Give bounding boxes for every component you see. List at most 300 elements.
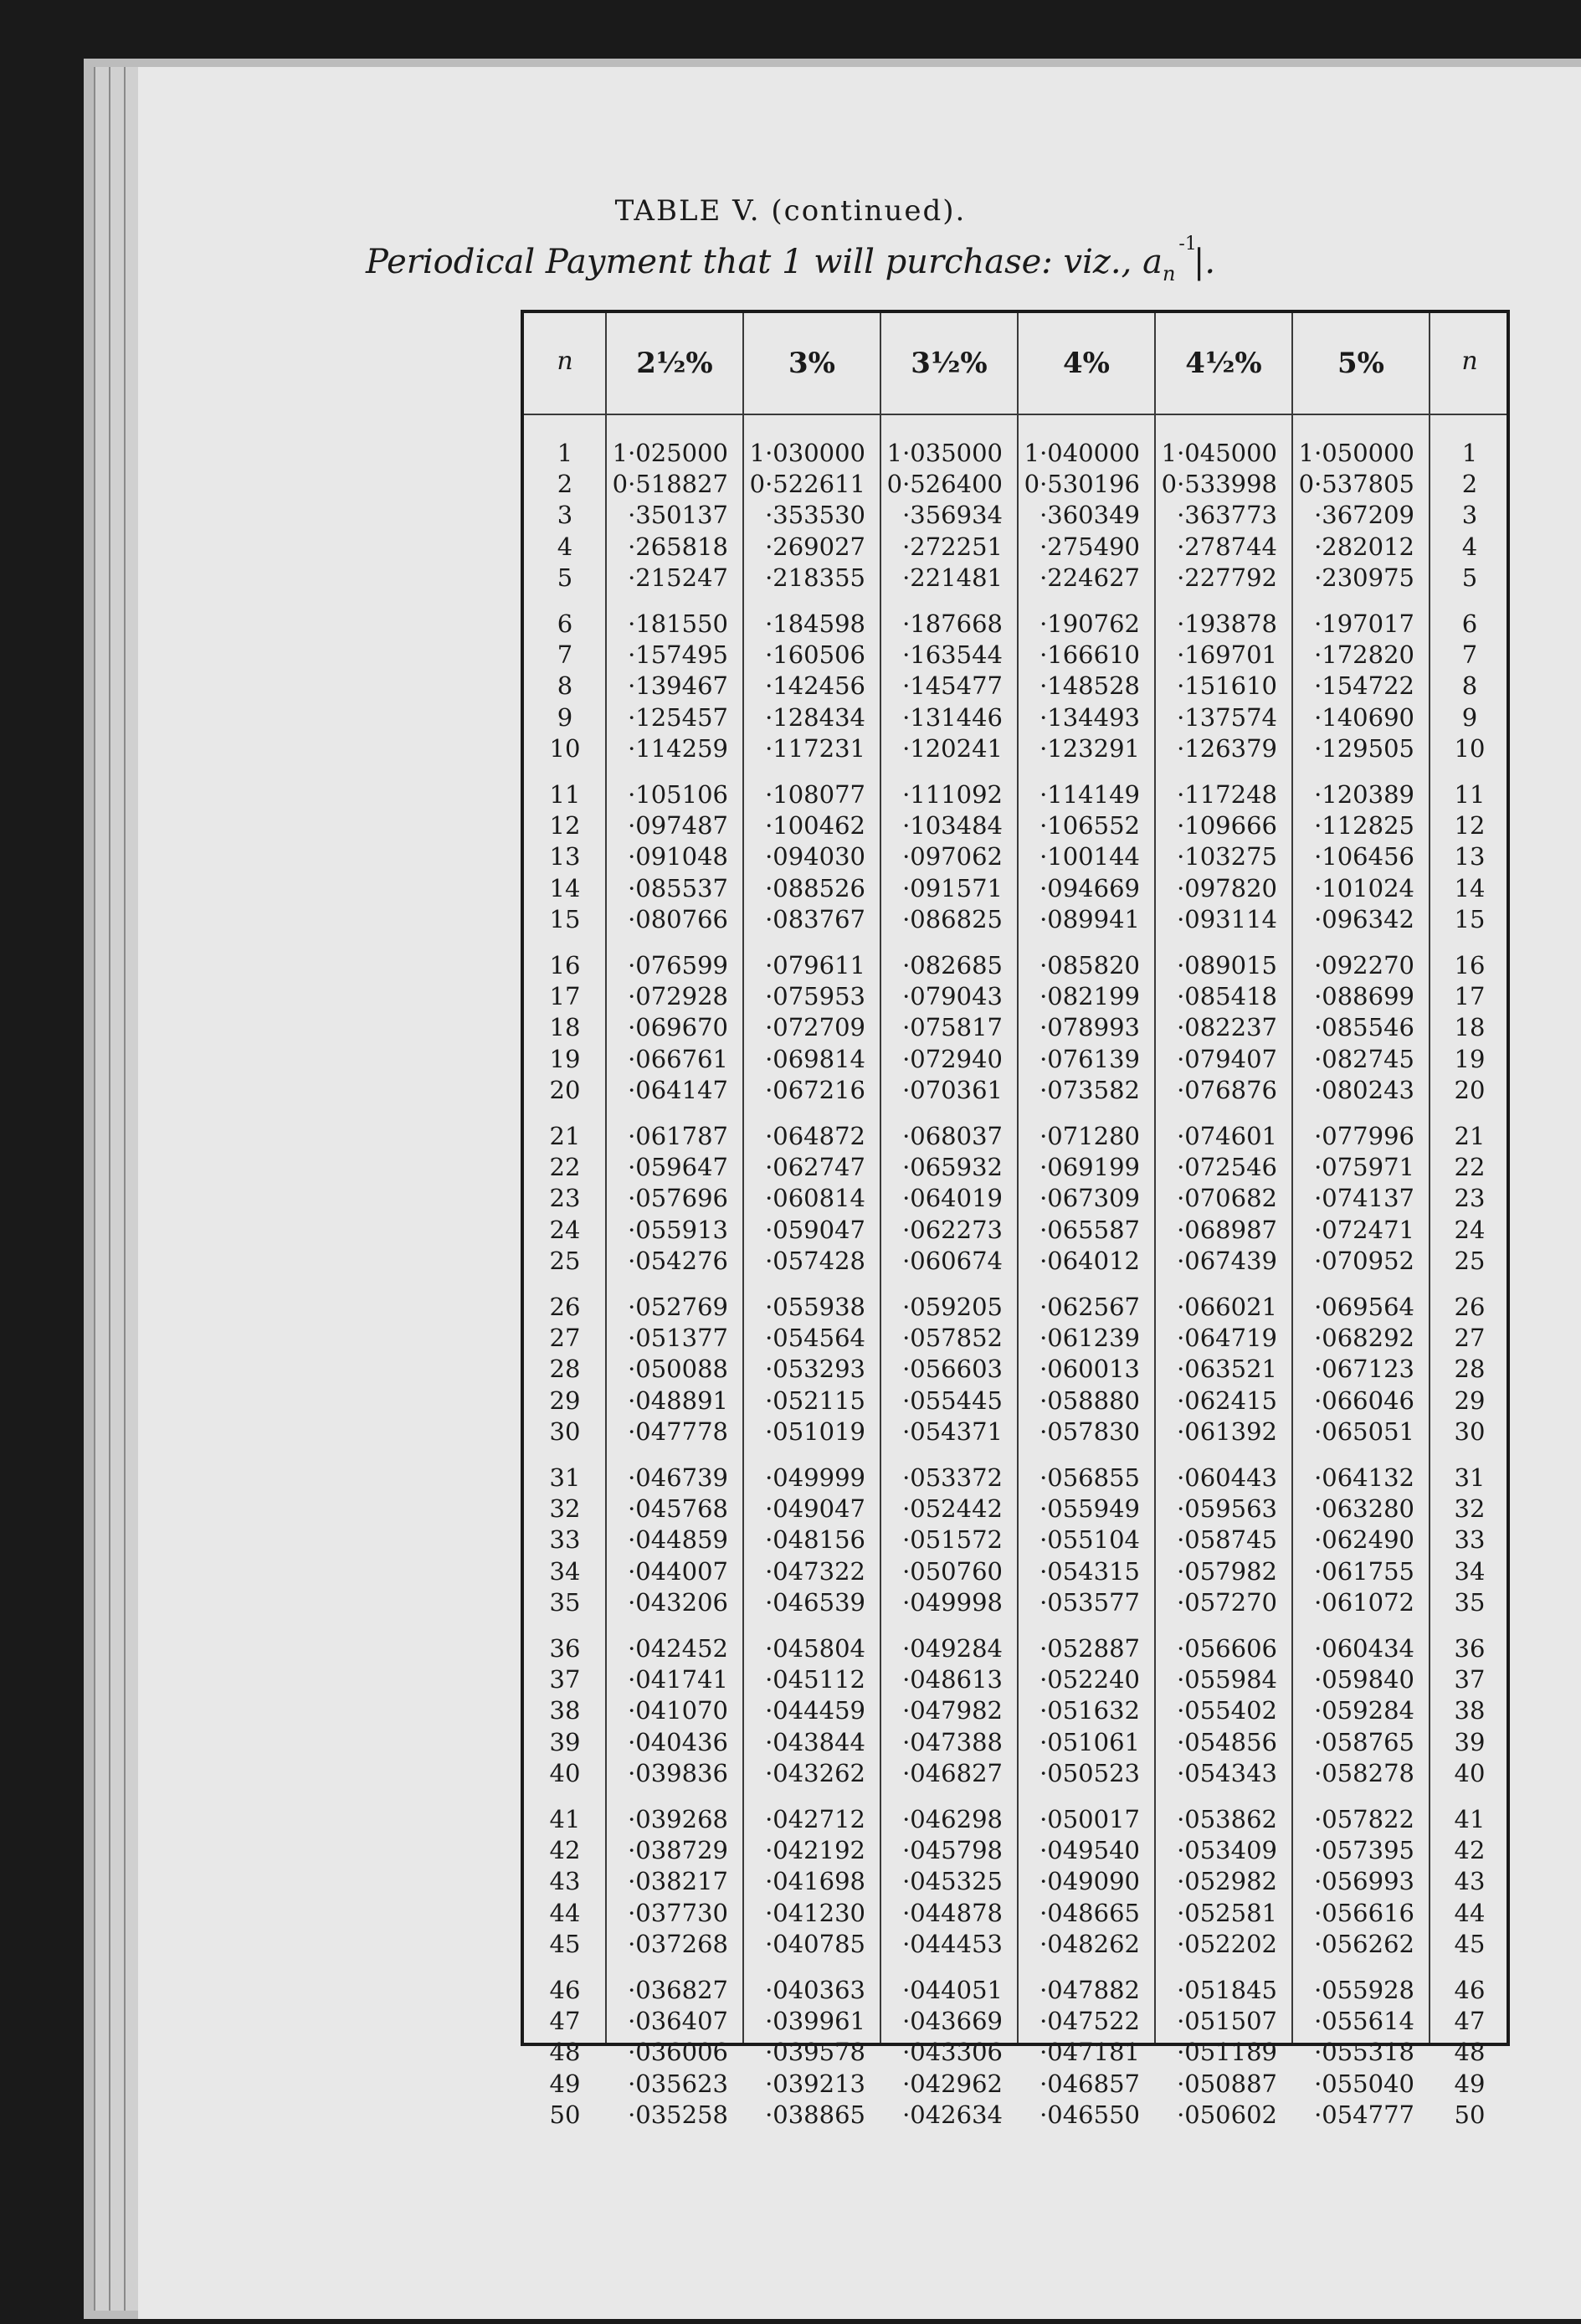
table-cell: ·072471 (1314, 1215, 1414, 1244)
table-cell: ·042712 (765, 1805, 865, 1833)
row-number: 14 (549, 873, 581, 902)
row-number: 47 (549, 2007, 581, 2036)
row-number: 16 (1454, 951, 1486, 979)
row-number: 15 (1454, 904, 1486, 933)
table-cell: ·055614 (1314, 2007, 1414, 2036)
table-cell: 0·522611 (749, 470, 865, 499)
table-cell: ·356934 (902, 501, 1003, 530)
table-cell: ·042452 (628, 1634, 728, 1663)
row-number: 5 (1461, 563, 1478, 592)
table-row (524, 1293, 1507, 1323)
row-number: 28 (1454, 1355, 1486, 1384)
table-row (524, 734, 1507, 764)
table-cell: ·046857 (1039, 2069, 1140, 2098)
table-cell: ·187668 (902, 609, 1003, 638)
row-number: 35 (549, 1587, 581, 1617)
table-cell: ·056855 (1039, 1463, 1140, 1492)
table-cell: ·063280 (1314, 1494, 1414, 1524)
table-cell: ·265818 (628, 532, 728, 561)
table-cell: ·064872 (765, 1122, 865, 1150)
row-number: 50 (1454, 2100, 1486, 2129)
table-cell: ·062567 (1039, 1293, 1140, 1321)
table-cell: ·269027 (765, 532, 865, 561)
table-cell: ·065051 (1314, 1417, 1414, 1446)
table-row (524, 2007, 1507, 2037)
row-number: 38 (549, 1696, 581, 1725)
table-cell: ·067309 (1039, 1184, 1140, 1213)
table-cell: ·082745 (1314, 1044, 1414, 1073)
table-cell: ·218355 (765, 563, 865, 592)
row-number: 13 (549, 842, 581, 872)
table-row (524, 1759, 1507, 1789)
table-cell: ·089941 (1039, 904, 1140, 933)
table-cell: ·053409 (1177, 1836, 1277, 1865)
table-cell: ·057270 (1177, 1587, 1277, 1617)
table-cell: ·054777 (1314, 2100, 1414, 2129)
table-cell: ·072940 (902, 1044, 1003, 1073)
row-number: 35 (1454, 1587, 1486, 1617)
row-number: 44 (1454, 1898, 1486, 1927)
table-cell: 0·533998 (1161, 470, 1277, 499)
row-number: 29 (549, 1386, 581, 1415)
row-number: 27 (1454, 1324, 1486, 1353)
table-cell: ·068292 (1314, 1324, 1414, 1353)
table-cell: ·038217 (628, 1867, 728, 1896)
table-row (524, 1153, 1507, 1183)
table-cell: ·094669 (1039, 873, 1140, 902)
table-cell: ·085546 (1314, 1013, 1414, 1042)
table-cell: ·055928 (1314, 1976, 1414, 2004)
table-cell: ·145477 (902, 671, 1003, 701)
table-cell: ·053293 (765, 1355, 865, 1384)
column-header: 4% (1063, 347, 1110, 380)
table-cell: 1·030000 (749, 439, 865, 467)
table-cell: ·062747 (765, 1153, 865, 1182)
table-cell: ·367209 (1314, 501, 1414, 530)
table-row (524, 439, 1507, 469)
table-cell: ·082199 (1039, 982, 1140, 1011)
table-cell: ·105106 (628, 780, 728, 809)
table-cell: ·050088 (628, 1355, 728, 1384)
row-number: 34 (549, 1556, 581, 1586)
table-cell: ·221481 (902, 563, 1003, 592)
table-cell: ·069199 (1039, 1153, 1140, 1182)
row-number: 7 (557, 640, 573, 670)
table-cell: ·059647 (628, 1153, 728, 1182)
row-number: 25 (549, 1246, 581, 1275)
table-cell: ·057822 (1314, 1805, 1414, 1833)
table-cell: ·045768 (628, 1494, 728, 1524)
table-cell: ·061755 (1314, 1556, 1414, 1586)
row-number: 3 (557, 501, 573, 530)
table-cell: ·076139 (1039, 1044, 1140, 1073)
table-row (524, 1386, 1507, 1417)
table-cell: ·050523 (1039, 1758, 1140, 1787)
row-number: 6 (557, 609, 573, 638)
table-cell: ·085820 (1039, 951, 1140, 979)
table-cell: ·282012 (1314, 532, 1414, 561)
table-row (524, 811, 1507, 841)
row-number: 12 (1454, 811, 1486, 841)
table-cell: ·040785 (765, 1929, 865, 1958)
table-cell: ·085537 (628, 873, 728, 902)
table-cell: ·047181 (1039, 2038, 1140, 2067)
row-number: 36 (1454, 1634, 1486, 1663)
table-row (524, 1247, 1507, 1277)
row-number: 33 (1454, 1525, 1486, 1555)
table-cell: ·055984 (1177, 1665, 1277, 1694)
table-cell: ·074137 (1314, 1184, 1414, 1213)
row-number: 43 (549, 1867, 581, 1896)
table-cell: ·056262 (1314, 1929, 1414, 1958)
row-number: 31 (1454, 1463, 1486, 1492)
table-cell: ·057982 (1177, 1556, 1277, 1586)
table-cell: ·058880 (1039, 1386, 1140, 1415)
table-cell: ·278744 (1177, 532, 1277, 561)
table-row (524, 563, 1507, 594)
table-cell: ·060443 (1177, 1463, 1277, 1492)
table-cell: ·046539 (765, 1587, 865, 1617)
table-cell: ·072709 (765, 1013, 865, 1042)
table-cell: 0·530196 (1024, 470, 1140, 499)
row-number: 29 (1454, 1386, 1486, 1415)
table-cell: ·053372 (902, 1463, 1003, 1492)
table-cell: ·069814 (765, 1044, 865, 1073)
table-cell: ·055104 (1039, 1525, 1140, 1555)
table-cell: 0·518827 (612, 470, 728, 499)
table-cell: ·055445 (902, 1386, 1003, 1415)
table-cell: ·047778 (628, 1417, 728, 1446)
table-cell: ·057852 (902, 1324, 1003, 1353)
table-cell: ·043669 (902, 2007, 1003, 2036)
table-cell: ·190762 (1039, 609, 1140, 638)
table-cell: ·120389 (1314, 780, 1414, 809)
table-cell: ·049284 (902, 1634, 1003, 1663)
row-number: 46 (1454, 1976, 1486, 2004)
table-cell: ·042634 (902, 2100, 1003, 2129)
table-cell: ·051189 (1177, 2038, 1277, 2067)
row-number: 19 (549, 1044, 581, 1073)
table-cell: ·077996 (1314, 1122, 1414, 1150)
table-row (524, 1696, 1507, 1726)
table-row (524, 1013, 1507, 1043)
table-cell: ·070682 (1177, 1184, 1277, 1213)
table-cell: ·082237 (1177, 1013, 1277, 1042)
table-cell: ·044453 (902, 1929, 1003, 1958)
table-cell: ·117248 (1177, 780, 1277, 809)
table-cell: ·097062 (902, 842, 1003, 872)
table-cell: ·227792 (1177, 563, 1277, 592)
row-number: 33 (549, 1525, 581, 1555)
table-cell: ·050602 (1177, 2100, 1277, 2129)
table-cell: ·080766 (628, 904, 728, 933)
table-cell: ·094030 (765, 842, 865, 872)
table-row (524, 1836, 1507, 1866)
table-row (524, 640, 1507, 671)
row-number: 31 (549, 1463, 581, 1492)
row-number: 8 (557, 671, 573, 701)
table-cell: ·160506 (765, 640, 865, 670)
row-number: 30 (549, 1417, 581, 1446)
table-cell: ·070361 (902, 1075, 1003, 1104)
table-cell: ·125457 (628, 702, 728, 732)
table-cell: ·061239 (1039, 1324, 1140, 1353)
table-row (524, 2100, 1507, 2131)
table-cell: ·067439 (1177, 1246, 1277, 1275)
row-number: 32 (1454, 1494, 1486, 1524)
table-cell: ·151610 (1177, 671, 1277, 701)
table-cell: ·052202 (1177, 1929, 1277, 1958)
table-cell: ·096342 (1314, 904, 1414, 933)
table-cell: ·064132 (1314, 1463, 1414, 1492)
table-cell: ·049540 (1039, 1836, 1140, 1865)
table-row (524, 609, 1507, 640)
table-cell: ·059284 (1314, 1696, 1414, 1725)
table-cell: ·044007 (628, 1556, 728, 1586)
table-row (524, 1665, 1507, 1695)
table-cell: ·046550 (1039, 2100, 1140, 2129)
table-cell: ·035258 (628, 2100, 728, 2129)
table-cell: ·057395 (1314, 1836, 1414, 1865)
table-cell: 1·035000 (886, 439, 1003, 467)
table-cell: ·112825 (1314, 811, 1414, 841)
table-cell: ·045112 (765, 1665, 865, 1694)
table-cell: ·047388 (902, 1727, 1003, 1756)
table-cell: ·051632 (1039, 1696, 1140, 1725)
table-row (524, 1076, 1507, 1106)
row-number: 7 (1461, 640, 1478, 670)
row-number: 39 (549, 1727, 581, 1756)
table-cell: ·109666 (1177, 811, 1277, 841)
table-cell: ·100462 (765, 811, 865, 841)
table-cell: ·038865 (765, 2100, 865, 2129)
row-number: 47 (1454, 2007, 1486, 2036)
table-cell: ·052442 (902, 1494, 1003, 1524)
table-cell: ·197017 (1314, 609, 1414, 638)
row-number: 9 (1461, 702, 1478, 732)
table-row (524, 874, 1507, 904)
column-header: 3% (788, 347, 835, 380)
row-number: 32 (549, 1494, 581, 1524)
table-cell: ·154722 (1314, 671, 1414, 701)
table-cell: ·353530 (765, 501, 865, 530)
table-cell: ·059047 (765, 1215, 865, 1244)
table-cell: ·066021 (1177, 1293, 1277, 1321)
table-cell: ·048613 (902, 1665, 1003, 1694)
table-cell: ·041070 (628, 1696, 728, 1725)
row-number: 24 (549, 1215, 581, 1244)
table-row (524, 671, 1507, 702)
subtitle-subscript: n (1162, 262, 1176, 285)
table-cell: ·048891 (628, 1386, 728, 1415)
table-cell: ·056993 (1314, 1867, 1414, 1896)
table-cell: ·055913 (628, 1215, 728, 1244)
row-number: 16 (549, 951, 581, 979)
table-cell: ·060814 (765, 1184, 865, 1213)
table-row (524, 2038, 1507, 2068)
table-cell: ·044459 (765, 1696, 865, 1725)
table-cell: ·041230 (765, 1898, 865, 1927)
table-cell: ·075817 (902, 1013, 1003, 1042)
row-number: 30 (1454, 1417, 1486, 1446)
table-row (524, 501, 1507, 531)
table-cell: ·055402 (1177, 1696, 1277, 1725)
table-cell: ·060674 (902, 1246, 1003, 1275)
table-cell: ·114259 (628, 733, 728, 763)
table-cell: ·064019 (902, 1184, 1003, 1213)
table-cell: ·067216 (765, 1075, 865, 1104)
row-number: 41 (549, 1805, 581, 1833)
table-cell: ·059205 (902, 1293, 1003, 1321)
table-row (524, 470, 1507, 500)
table-cell: ·272251 (902, 532, 1003, 561)
table-cell: ·051061 (1039, 1727, 1140, 1756)
table-cell: ·062490 (1314, 1525, 1414, 1555)
table-row (524, 1930, 1507, 1960)
table-cell: ·060013 (1039, 1355, 1140, 1384)
table-cell: ·039578 (765, 2038, 865, 2067)
subtitle-superscript: -1 (1178, 234, 1197, 255)
table-cell: ·050887 (1177, 2069, 1277, 2098)
row-number: 5 (557, 563, 573, 592)
row-number: 17 (1454, 982, 1486, 1011)
table-cell: ·089015 (1177, 951, 1277, 979)
row-number: 49 (1454, 2069, 1486, 2098)
table-cell: ·039836 (628, 1758, 728, 1787)
row-number: 40 (549, 1758, 581, 1787)
table-cell: ·169701 (1177, 640, 1277, 670)
row-number: 17 (549, 982, 581, 1011)
table-cell: ·057696 (628, 1184, 728, 1213)
row-number: 2 (557, 470, 573, 499)
table-cell: ·040363 (765, 1976, 865, 2004)
table-cell: ·049999 (765, 1463, 865, 1492)
table-cell: ·052982 (1177, 1867, 1277, 1896)
table-cell: ·055318 (1314, 2038, 1414, 2067)
table-cell: ·051507 (1177, 2007, 1277, 2036)
table-cell: ·064719 (1177, 1324, 1277, 1353)
table-cell: ·039961 (765, 2007, 865, 2036)
table-cell: ·043306 (902, 2038, 1003, 2067)
row-number: 26 (549, 1293, 581, 1321)
table-cell: ·064147 (628, 1075, 728, 1104)
table-cell: ·054564 (765, 1324, 865, 1353)
table-cell: ·166610 (1039, 640, 1140, 670)
table-cell: 0·526400 (886, 470, 1003, 499)
table-cell: ·056616 (1314, 1898, 1414, 1927)
table-title: TABLE V. (continued). (614, 194, 967, 228)
table-cell: ·052240 (1039, 1665, 1140, 1694)
table-cell: ·051572 (902, 1525, 1003, 1555)
row-number: 23 (1454, 1184, 1486, 1213)
table-cell: ·049047 (765, 1494, 865, 1524)
table-cell: ·052115 (765, 1386, 865, 1415)
row-number: 15 (549, 904, 581, 933)
table-cell: ·057830 (1039, 1417, 1140, 1446)
table-cell: ·079611 (765, 951, 865, 979)
table-cell: ·108077 (765, 780, 865, 809)
table-cell: ·058745 (1177, 1525, 1277, 1555)
table-cell: ·057428 (765, 1246, 865, 1275)
table-cell: ·065587 (1039, 1215, 1140, 1244)
table-cell: ·035623 (628, 2069, 728, 2098)
table-cell: ·085418 (1177, 982, 1277, 1011)
table-row (524, 1899, 1507, 1929)
row-number: 34 (1454, 1556, 1486, 1586)
table-cell: ·080243 (1314, 1075, 1414, 1104)
column-header: 5% (1337, 347, 1384, 380)
table-row (524, 1122, 1507, 1152)
row-number: 48 (1454, 2038, 1486, 2067)
table-cell: ·128434 (765, 702, 865, 732)
table-cell: ·075953 (765, 982, 865, 1011)
table-cell: ·093114 (1177, 904, 1277, 933)
row-number: 10 (549, 733, 581, 763)
column-header: 2½% (636, 347, 713, 380)
table-cell: ·048665 (1039, 1898, 1140, 1927)
row-number: 37 (549, 1665, 581, 1694)
table-cell: ·079043 (902, 982, 1003, 1011)
row-number: 21 (549, 1122, 581, 1150)
row-number: 37 (1454, 1665, 1486, 1694)
column-header: 4½% (1185, 347, 1262, 380)
row-number: 3 (1461, 501, 1478, 530)
table-cell: ·051019 (765, 1417, 865, 1446)
table-cell: ·103484 (902, 811, 1003, 841)
table-row (524, 780, 1507, 810)
row-number: 13 (1454, 842, 1486, 872)
table-cell: ·064012 (1039, 1246, 1140, 1275)
row-number: 39 (1454, 1727, 1486, 1756)
table-cell: ·058278 (1314, 1758, 1414, 1787)
table-cell: ·059563 (1177, 1494, 1277, 1524)
table-cell: ·068037 (902, 1122, 1003, 1150)
row-number: 50 (549, 2100, 581, 2129)
table-row (524, 532, 1507, 563)
table-cell: ·053862 (1177, 1805, 1277, 1833)
row-number: 18 (549, 1013, 581, 1042)
table-row (524, 1525, 1507, 1555)
table-cell: ·066761 (628, 1044, 728, 1073)
subtitle-text: Periodical Payment that 1 will purchase: viz., a (365, 243, 1163, 281)
table-cell: ·036827 (628, 1976, 728, 2004)
table-cell: ·039213 (765, 2069, 865, 2098)
table-row (524, 1867, 1507, 1897)
table-cell: ·048262 (1039, 1929, 1140, 1958)
table-cell: ·215247 (628, 563, 728, 592)
table-cell: ·043206 (628, 1587, 728, 1617)
table-cell: ·137574 (1177, 702, 1277, 732)
table-row (524, 1976, 1507, 2006)
row-number: 25 (1454, 1246, 1486, 1275)
row-number: 2 (1461, 470, 1478, 499)
table-cell: ·082685 (902, 951, 1003, 979)
row-number: 9 (557, 702, 573, 732)
subtitle-end: |. (1193, 243, 1216, 281)
table-cell: ·055040 (1314, 2069, 1414, 2098)
table-row (524, 905, 1507, 935)
table-cell: ·079407 (1177, 1044, 1277, 1073)
row-number: 10 (1454, 733, 1486, 763)
table-cell: ·054315 (1039, 1556, 1140, 1586)
table-cell: ·054276 (628, 1246, 728, 1275)
table-cell: ·088526 (765, 873, 865, 902)
row-number: 1 (1461, 439, 1478, 467)
table-cell: ·066046 (1314, 1386, 1414, 1415)
table-cell: ·067123 (1314, 1355, 1414, 1384)
table-cell: ·038729 (628, 1836, 728, 1865)
row-number: 14 (1454, 873, 1486, 902)
